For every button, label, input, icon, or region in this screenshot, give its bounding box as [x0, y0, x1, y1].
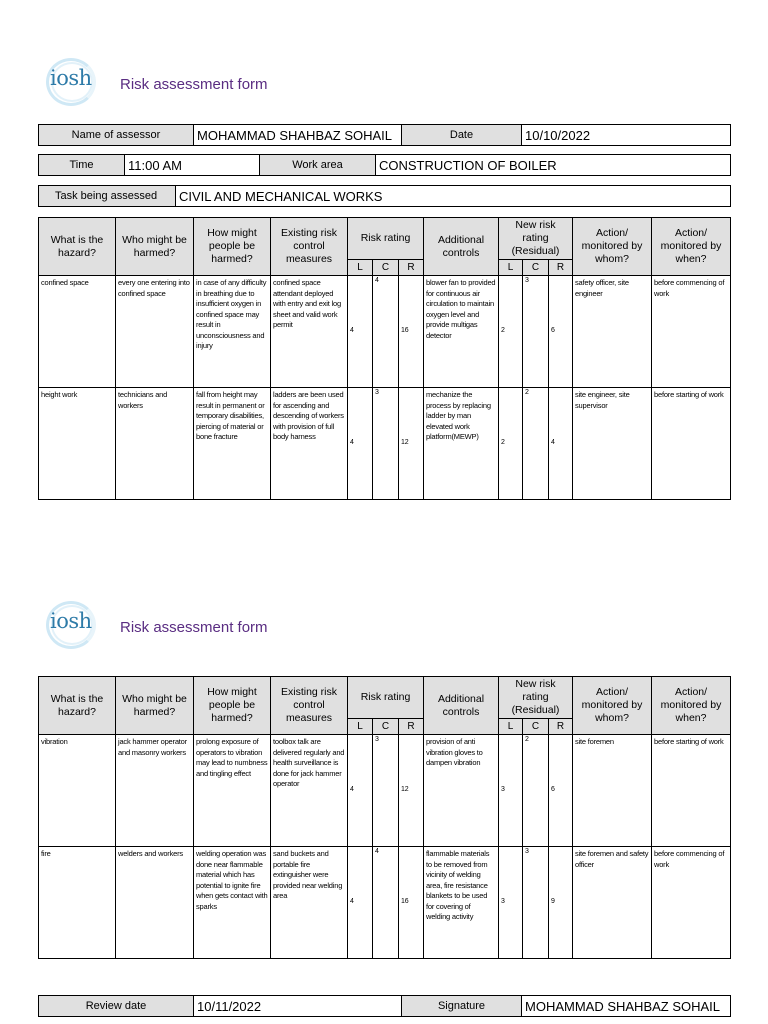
who-cell[interactable]: every one entering into confined space: [116, 276, 194, 388]
l-header: L: [348, 719, 373, 735]
date-value[interactable]: 10/10/2022: [522, 125, 731, 146]
who-cell[interactable]: jack hammer operator and masonry workers: [116, 735, 194, 847]
hazard-cell[interactable]: fire: [39, 847, 116, 959]
when-cell[interactable]: before commencing of work: [652, 276, 731, 388]
nc-cell[interactable]: 3: [523, 276, 549, 388]
l-cell[interactable]: 4: [348, 735, 373, 847]
how-cell[interactable]: prolong exposure of operators to vibration may lead to numbness and tingling effect: [194, 735, 271, 847]
nc-cell[interactable]: 2: [523, 388, 549, 500]
c-cell[interactable]: 4: [373, 276, 399, 388]
date-label: Date: [402, 125, 522, 146]
r-header: R: [399, 719, 424, 735]
hazard-cell[interactable]: vibration: [39, 735, 116, 847]
whom-header: Action/ monitored by whom?: [573, 218, 652, 276]
whom-cell[interactable]: site foremen and safety officer: [573, 847, 652, 959]
nc-cell[interactable]: 2: [523, 735, 549, 847]
signature-label: Signature: [402, 996, 522, 1017]
existing-cell[interactable]: toolbox talk are delivered regularly and health surveillance is done for jack hammer operator: [271, 735, 348, 847]
risk-table-1: [38, 217, 731, 500]
assessor-label: Name of assessor: [39, 125, 194, 146]
hazard-header: What is the hazard?: [39, 218, 116, 276]
risk-rating-header: Risk rating: [348, 218, 424, 260]
table-row: [39, 735, 731, 847]
task-value[interactable]: CIVIL AND MECHANICAL WORKS: [176, 186, 731, 207]
new-risk-header: New risk rating (Residual): [499, 218, 573, 260]
l-header: L: [348, 260, 373, 276]
how-cell[interactable]: welding operation was done near flammable material which has potential to ignite fire when gets contact with sparks: [194, 847, 271, 959]
nc-header: C: [523, 260, 549, 276]
table-row: [39, 388, 731, 500]
assessor-value[interactable]: MOHAMMAD SHAHBAZ SOHAIL: [194, 125, 402, 146]
l-cell[interactable]: 4: [348, 276, 373, 388]
additional-header: Additional controls: [424, 677, 499, 735]
r-header: R: [399, 260, 424, 276]
l-cell[interactable]: 4: [348, 388, 373, 500]
existing-cell[interactable]: ladders are been used for ascending and descending of workers with provision of full body harness: [271, 388, 348, 500]
nl-header: L: [499, 719, 523, 735]
additional-cell[interactable]: blower fan to provided for continuous air circulation to maintain oxygen level and provide multigas detector: [424, 276, 499, 388]
r-cell[interactable]: 16: [399, 847, 424, 959]
existing-cell[interactable]: sand buckets and portable fire extinguisher were provided near welding area: [271, 847, 348, 959]
additional-header: Additional controls: [424, 218, 499, 276]
nr-header: R: [549, 719, 573, 735]
who-cell[interactable]: welders and workers: [116, 847, 194, 959]
nl-cell[interactable]: 3: [499, 735, 523, 847]
when-cell[interactable]: before commencing of work: [652, 847, 731, 959]
form-header-1: [44, 56, 268, 108]
review-date-label: Review date: [39, 996, 194, 1017]
how-cell[interactable]: in case of any difficulty in breathing due to insufficient oxygen in confined space may result in unconsciousness and injury: [194, 276, 271, 388]
review-table: [38, 995, 731, 1017]
who-cell[interactable]: technicians and workers: [116, 388, 194, 500]
who-header: Who might be harmed?: [116, 218, 194, 276]
task-table: [38, 185, 731, 207]
hazard-cell[interactable]: height work: [39, 388, 116, 500]
c-header: C: [373, 719, 399, 735]
task-label: Task being assessed: [39, 186, 176, 207]
nl-cell[interactable]: 3: [499, 847, 523, 959]
new-risk-header: New risk rating (Residual): [499, 677, 573, 719]
form-header-2: [44, 599, 268, 651]
time-value[interactable]: 11:00 AM: [125, 155, 260, 176]
whom-cell[interactable]: safety officer, site engineer: [573, 276, 652, 388]
iosh-logo: iosh: [44, 56, 106, 108]
additional-cell[interactable]: provision of anti vibration gloves to dampen vibration: [424, 735, 499, 847]
when-header: Action/ monitored by when?: [652, 218, 731, 276]
work-area-value[interactable]: CONSTRUCTION OF BOILER: [376, 155, 731, 176]
c-cell[interactable]: 4: [373, 847, 399, 959]
review-date-value[interactable]: 10/11/2022: [194, 996, 402, 1017]
iosh-logo: iosh: [44, 599, 106, 651]
additional-cell[interactable]: mechanize the process by replacing ladder by man elevated work platform(MEWP): [424, 388, 499, 500]
nl-cell[interactable]: 2: [499, 388, 523, 500]
how-header: How might people be harmed?: [194, 677, 271, 735]
risk-table-2: [38, 676, 731, 959]
when-cell[interactable]: before starting of work: [652, 735, 731, 847]
table-row: [39, 276, 731, 388]
hazard-header: What is the hazard?: [39, 677, 116, 735]
existing-cell[interactable]: confined space attendant deployed with entry and exit log sheet and valid work permit: [271, 276, 348, 388]
form-title: Risk assessment form: [120, 75, 268, 93]
c-cell[interactable]: 3: [373, 388, 399, 500]
how-header: How might people be harmed?: [194, 218, 271, 276]
c-cell[interactable]: 3: [373, 735, 399, 847]
when-cell[interactable]: before starting of work: [652, 388, 731, 500]
time-label: Time: [39, 155, 125, 176]
form-title: Risk assessment form: [120, 618, 268, 636]
existing-header: Existing risk control measures: [271, 218, 348, 276]
risk-rating-header: Risk rating: [348, 677, 424, 719]
hazard-cell[interactable]: confined space: [39, 276, 116, 388]
r-cell[interactable]: 12: [399, 388, 424, 500]
nr-header: R: [549, 260, 573, 276]
nl-cell[interactable]: 2: [499, 276, 523, 388]
how-cell[interactable]: fall from height may result in permanent or temporary disabilities, piercing of material or bone fracture: [194, 388, 271, 500]
nr-cell[interactable]: 4: [549, 388, 573, 500]
r-cell[interactable]: 12: [399, 735, 424, 847]
time-table: [38, 154, 731, 176]
nl-header: L: [499, 260, 523, 276]
whom-header: Action/ monitored by whom?: [573, 677, 652, 735]
nr-cell[interactable]: 9: [549, 847, 573, 959]
existing-header: Existing risk control measures: [271, 677, 348, 735]
assessor-table: [38, 124, 731, 146]
nr-cell[interactable]: 6: [549, 276, 573, 388]
whom-cell[interactable]: site engineer, site supervisor: [573, 388, 652, 500]
whom-cell[interactable]: site foremen: [573, 735, 652, 847]
nr-cell[interactable]: 6: [549, 735, 573, 847]
table-row: [39, 847, 731, 959]
who-header: Who might be harmed?: [116, 677, 194, 735]
when-header: Action/ monitored by when?: [652, 677, 731, 735]
signature-value[interactable]: MOHAMMAD SHAHBAZ SOHAIL: [522, 996, 731, 1017]
work-area-label: Work area: [260, 155, 376, 176]
additional-cell[interactable]: flammable materials to be removed from vicinity of welding area, fire resistance blankets to be used for covering of welding activity: [424, 847, 499, 959]
r-cell[interactable]: 16: [399, 276, 424, 388]
c-header: C: [373, 260, 399, 276]
nc-header: C: [523, 719, 549, 735]
l-cell[interactable]: 4: [348, 847, 373, 959]
nc-cell[interactable]: 3: [523, 847, 549, 959]
